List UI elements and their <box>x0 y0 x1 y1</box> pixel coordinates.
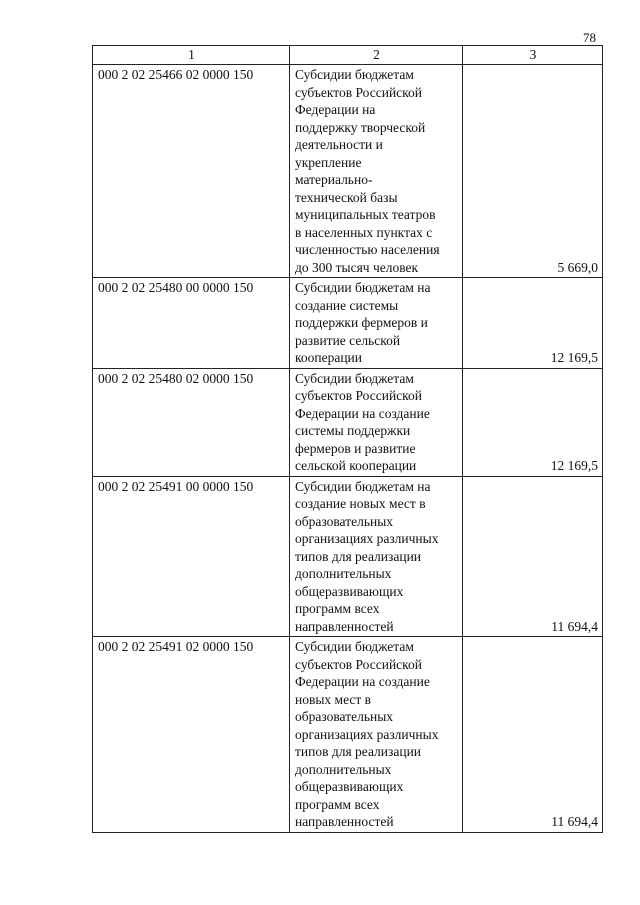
budget-code-cell: 000 2 02 25480 00 0000 150 <box>93 278 290 369</box>
table-header-row <box>93 46 603 65</box>
column-header-2: 2 <box>290 46 463 65</box>
description-text: Субсидии бюджетам на создание системы поддержки фермеров и развитие сельской кооперации <box>295 280 431 365</box>
budget-code-cell: 000 2 02 25480 02 0000 150 <box>93 368 290 476</box>
budget-code-cell: 000 2 02 25466 02 0000 150 <box>93 65 290 278</box>
column-header-3: 3 <box>463 46 603 65</box>
description-text: Субсидии бюджетам субъектов Российской Федерации на поддержку творческой деятельности и укрепление материально- технической базы муниципальных театров в населенных пунктах с численностью населения до 300 тысяч человек <box>295 67 440 275</box>
table-row <box>93 278 603 369</box>
description-text: Субсидии бюджетам субъектов Российской Федерации на создание новых мест в образовательных организациях различных типов для реализации дополнительных общеразвивающих программ всех направленностей <box>295 639 439 829</box>
budget-table <box>92 45 603 833</box>
table-row <box>93 65 603 278</box>
column-header-1: 1 <box>93 46 290 65</box>
description-text: Субсидии бюджетам на создание новых мест в образовательных организациях различных типов для реализации дополнительных общеразвивающих программ всех направленностей <box>295 478 439 634</box>
table-row <box>93 476 603 637</box>
amount-cell: 12 169,5 <box>463 368 603 476</box>
page-number: 78 <box>583 30 596 45</box>
description-text: Субсидии бюджетам субъектов Российской Федерации на создание системы поддержки фермеров и развитие сельской кооперации <box>295 370 430 473</box>
budget-code-cell: 000 2 02 25491 00 0000 150 <box>93 476 290 637</box>
description-cell <box>290 476 463 637</box>
amount-cell: 5 669,0 <box>463 65 603 278</box>
description-cell <box>290 637 463 833</box>
budget-code-cell: 000 2 02 25491 02 0000 150 <box>93 637 290 833</box>
amount-cell: 11 694,4 <box>463 476 603 637</box>
amount-cell: 12 169,5 <box>463 278 603 369</box>
description-cell <box>290 278 463 369</box>
description-cell <box>290 65 463 278</box>
amount-cell: 11 694,4 <box>463 637 603 833</box>
table-row <box>93 637 603 833</box>
table-row <box>93 368 603 476</box>
description-cell <box>290 368 463 476</box>
